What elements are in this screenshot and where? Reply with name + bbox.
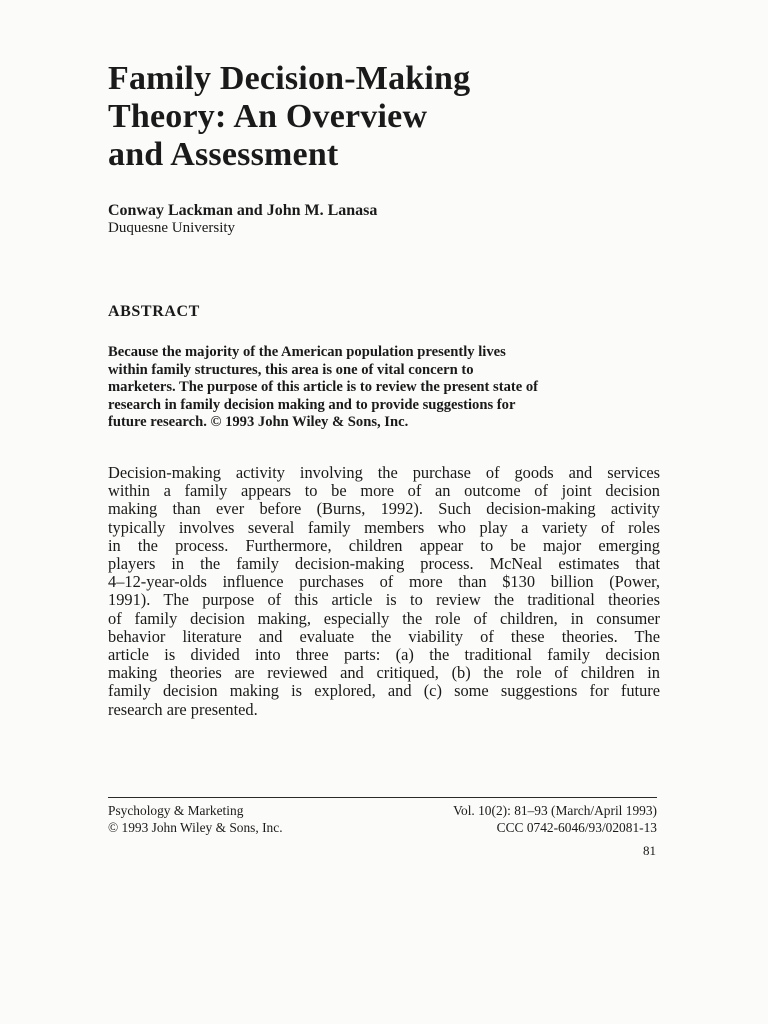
- abstract-line: research in family decision making and to provide suggestions for: [108, 396, 516, 413]
- volume-issue: Vol. 10(2): 81–93 (March/April 1993): [453, 803, 657, 818]
- abstract-line: Because the majority of the American population presently lives: [108, 344, 506, 360]
- footer-volume-info: [453, 802, 657, 836]
- body-paragraph: [108, 464, 660, 719]
- page-number: 81: [643, 843, 656, 858]
- body-line: research are presented.: [108, 699, 258, 719]
- author-affiliation: Duquesne University: [108, 220, 236, 236]
- body-line: 1991). The purpose of this article is to review the traditional theories: [108, 590, 660, 610]
- abstract-line: within family structures, this area is one of vital concern to: [108, 361, 474, 378]
- abstract-heading: ABSTRACT: [108, 303, 200, 320]
- body-line: making theories are reviewed and critiqued, (b) the role of children in: [108, 663, 660, 683]
- abstract-text: [108, 344, 648, 432]
- body-line: players in the family decision-making process. McNeal estimates that: [108, 554, 660, 574]
- abstract-line: marketers. The purpose of this article is to review the present state of: [108, 379, 539, 396]
- title-line: Theory: An Overview: [108, 98, 428, 135]
- ccc-code: CCC 0742-6046/93/02081-13: [496, 820, 657, 835]
- abstract-line: future research. © 1993 John Wiley & Sons, Inc.: [108, 414, 409, 431]
- article-title: [108, 60, 668, 174]
- article-authors: Conway Lackman and John M. Lanasa: [108, 202, 378, 219]
- body-line: article is divided into three parts: (a) the traditional family decision: [108, 645, 660, 665]
- body-line: typically involves several family members who play a variety of roles: [108, 517, 660, 537]
- copyright-notice: © 1993 John Wiley & Sons, Inc.: [108, 820, 283, 835]
- body-line: making than ever before (Burns, 1992). Such decision-making activity: [108, 499, 660, 519]
- title-line: Family Decision-Making: [108, 60, 471, 97]
- body-line: family decision making is explored, and (c) some suggestions for future: [108, 681, 660, 701]
- body-line: behavior literature and evaluate the viability of these theories. The: [108, 626, 660, 646]
- journal-name: Psychology & Marketing: [108, 803, 244, 818]
- body-line: in the process. Furthermore, children appear to be major emerging: [108, 535, 660, 555]
- body-line: of family decision making, especially the role of children, in consumer: [108, 608, 660, 628]
- footer-journal-info: [108, 802, 283, 836]
- body-line: within a family appears to be more of an outcome of joint decision: [108, 481, 660, 501]
- title-line: and Assessment: [108, 136, 339, 173]
- footer-divider: [108, 797, 657, 798]
- body-line: 4–12-year-olds influence purchases of more than $130 billion (Power,: [108, 572, 660, 592]
- body-line: Decision-making activity involving the purchase of goods and services: [108, 463, 660, 482]
